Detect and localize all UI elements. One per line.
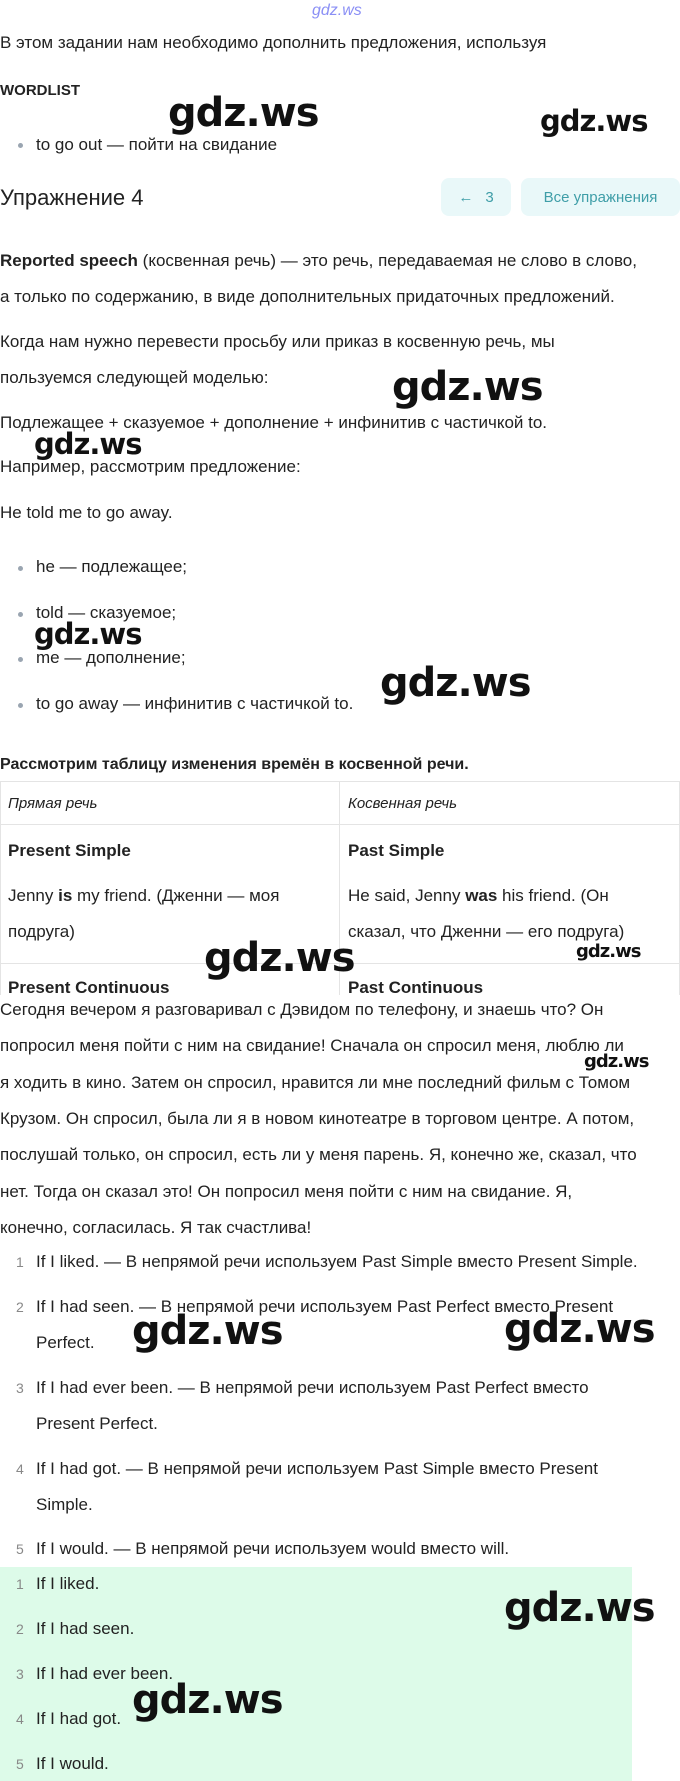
bullet-icon [18,703,23,708]
text-part: my friend. (Дженни — моя [72,886,280,905]
explanation-text: If I had seen. — В непрямой речи используем Past Perfect вместо Present [36,1297,614,1316]
all-exercises-label: Все упражнения [543,188,658,206]
wordlist-title: WORDLIST [0,82,80,99]
bullet-icon [18,612,23,617]
explanation-number: 3 [16,1380,24,1396]
theory-part: told — сказуемое; [36,603,177,622]
intro-text: В этом задании нам необходимо дополнить предложения, используя [0,33,547,52]
watermark: gdz.ws [584,1051,649,1072]
text-part: was [465,886,498,905]
text-part: Jenny [8,886,59,905]
answer-number: 3 [16,1666,24,1682]
explanation-text-cont: Simple. [36,1495,93,1514]
bullet-icon [18,566,23,571]
previous-exercise-button[interactable] [441,178,511,216]
table-example-direct [8,884,279,908]
table-divider [0,824,680,825]
all-exercises-button[interactable] [521,178,680,216]
explanation-number: 5 [16,1541,24,1557]
answer-number: 5 [16,1756,24,1772]
watermark: gdz.ws [576,941,641,962]
theory-definition: (косвенная речь) — это речь, передаваемая не слово в слово, [137,251,637,270]
table-tense-past-simple: Past Simple [348,841,445,860]
answer-number: 4 [16,1711,24,1727]
story-line: конечно, согласилась. Я так счастлива! [0,1218,312,1237]
theory-paragraph-1-cont: а только по содержанию, в виде дополнительных придаточных предложений. [0,287,615,306]
explanation-text-cont: Perfect. [36,1333,95,1352]
story-line: Сегодня вечером я разговаривал с Дэвидом по телефону, и знаешь что? Он [0,1000,604,1019]
theory-term: Reported speech [0,251,138,270]
watermark: gdz.ws [132,1677,283,1723]
table-tense-past-continuous: Past Continuous [348,978,484,995]
answer-text: If I had seen. [36,1619,135,1638]
watermark: gdz.ws [392,364,543,410]
wordlist-item: to go out — пойти на свидание [36,135,278,154]
theory-part: me — дополнение; [36,648,186,667]
watermark: gdz.ws [34,617,142,651]
story-line: попросил меня пойти с ним на свидание! Сначала он спросил меня, люблю ли [0,1036,624,1055]
explanation-text: If I liked. — В непрямой речи используем Past Simple вместо Present Simple. [36,1252,638,1271]
watermark: gdz.ws [132,1308,283,1354]
explanation-number: 2 [16,1299,24,1315]
exercise-title: Упражнение 4 [0,185,144,210]
text-part: He said, Jenny [348,886,466,905]
explanation-number: 4 [16,1461,24,1477]
table-border [0,782,1,995]
watermark: gdz.ws [204,935,355,981]
explanation-text-cont: Present Perfect. [36,1414,158,1433]
table-example-reported [348,884,609,908]
theory-example: He told me to go away. [0,503,173,522]
table-header-reported: Косвенная речь [348,795,458,812]
table-tense-present-continuous: Present Continuous [8,978,170,995]
theory-paragraph-2: Когда нам нужно перевести просьбу или приказ в косвенную речь, мы [0,332,555,351]
theory-paragraph-2-cont: пользуемся следующей моделью: [0,368,269,387]
bullet-icon [18,143,23,148]
answer-text: If I liked. [36,1574,100,1593]
answer-number: 2 [16,1621,24,1637]
answer-text: If I had ever been. [36,1664,174,1683]
watermark: gdz.ws [380,660,531,706]
watermark: gdz.ws [504,1306,655,1352]
explanation-text: If I had ever been. — В непрямой речи используем Past Perfect вместо [36,1378,589,1397]
explanation-number: 1 [16,1254,24,1270]
watermark: gdz.ws [34,427,142,461]
text-part: is [58,886,73,905]
table-header-direct: Прямая речь [8,795,98,812]
story-line: послушай только, он спросил, есть ли у меня парень. Я, конечно же, сказал, что [0,1145,637,1164]
theory-formula: Подлежащее + сказуемое + дополнение + инфинитив с частичкой to. [0,413,548,432]
story-line: я ходить в кино. Затем он спросил, нравится ли мне последний фильм с Томом [0,1073,631,1092]
table-intro: Рассмотрим таблицу изменения времён в косвенной речи. [0,756,469,773]
bullet-icon [18,657,23,662]
watermark: gdz.ws [168,90,319,136]
table-tense-present-simple: Present Simple [8,841,131,860]
story-line: Крузом. Он спросил, была ли я в новом кинотеатре в торговом центре. А потом, [0,1109,635,1128]
site-logo[interactable]: gdz.ws [312,2,362,19]
arrow-left-icon: ← [458,188,474,206]
theory-part: to go away — инфинитив с частичкой to. [36,694,354,713]
theory-example-intro: Например, рассмотрим предложение: [0,457,301,476]
watermark: gdz.ws [540,104,648,138]
theory-paragraph-1 [0,249,637,273]
explanation-text: If I would. — В непрямой речи используем would вместо will. [36,1539,510,1558]
answer-text: If I would. [36,1754,109,1773]
text-part: his friend. (Он [497,886,609,905]
answer-number: 1 [16,1576,24,1592]
table-example-direct-cont: подруга) [8,922,75,941]
theory-part: he — подлежащее; [36,557,187,576]
table-example-reported-cont: сказал, что Дженни — его подруга) [348,922,625,941]
explanation-text: If I had got. — В непрямой речи используем Past Simple вместо Present [36,1459,598,1478]
answer-text: If I had got. [36,1709,122,1728]
watermark: gdz.ws [504,1585,655,1631]
story-line: нет. Тогда он сказал это! Он попросил меня пойти с ним на свидание. Я, [0,1182,573,1201]
previous-exercise-label: 3 [485,188,494,206]
